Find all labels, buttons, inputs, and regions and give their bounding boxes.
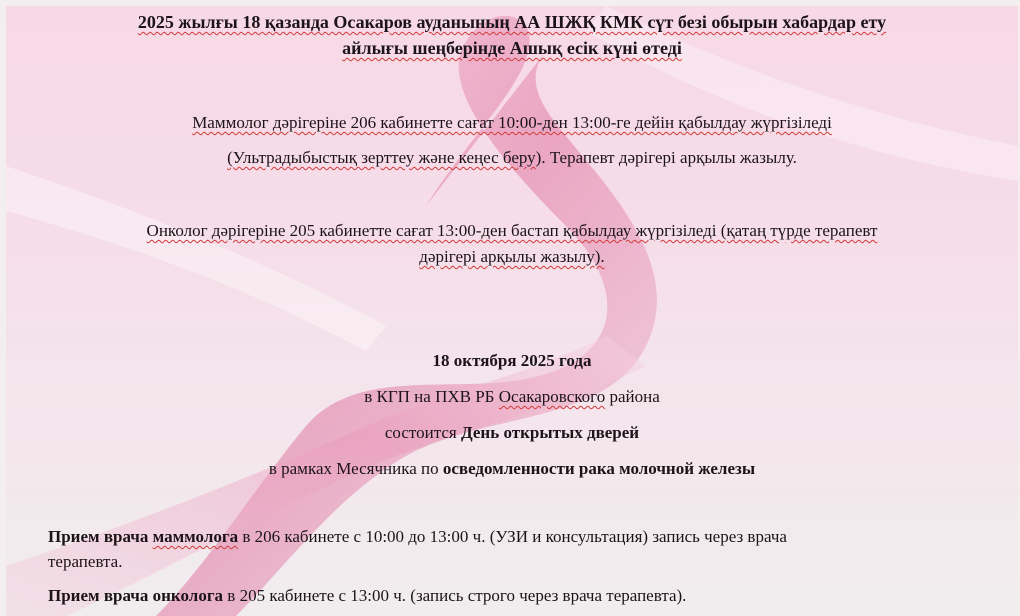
pink-ribbon-icon: [6, 6, 1018, 616]
kz-mammolog-line-1: Маммолог дәрігеріне 206 кабинетте сағат 10:00-ден 13:00-ге дейін қабылдау жүргізіледі: [192, 113, 832, 132]
ru-place: в КГП на ПХВ РБ Осакаровского района: [364, 387, 660, 406]
ru-date: 18 октября 2025 года: [432, 351, 592, 370]
kz-oncolog-line-1: Онколог дәрігеріне 205 кабинетте сағат 13:00-ден бастап қабылдау жүргізіледі (қатаң түрде терапевт: [146, 221, 878, 240]
announcement-document: [6, 6, 1018, 616]
ru-event: состоится День открытых дверей: [384, 423, 640, 442]
ru-mammolog-line-1: Прием врача маммолога в 206 кабинете с 10:00 до 13:00 ч. (УЗИ и консультация) запись через врача: [48, 527, 787, 546]
kz-oncolog-line-2: дәрігері арқылы жазылу).: [419, 247, 605, 266]
ru-mammolog-line-2: терапевта.: [48, 552, 123, 571]
kz-mammolog-line-2: (Ультрадыбыстық зерттеу және кеңес беру). Терапевт дәрігері арқылы жазылу.: [227, 148, 797, 167]
kz-title-line-2: айлығы шеңберінде Ашық есік күні өтеді: [342, 38, 682, 58]
ru-oncolog-line: Прием врача онколога в 205 кабинете с 13:00 ч. (запись строго через врача терапевта).: [48, 586, 687, 605]
ru-frame: в рамках Месячника по осведомленности рака молочной железы: [268, 459, 756, 478]
kz-title-line-1: 2025 жылғы 18 қазанда Осакаров ауданының АА ШЖҚ КМК сүт безі обырын хабардар ету: [137, 12, 887, 32]
